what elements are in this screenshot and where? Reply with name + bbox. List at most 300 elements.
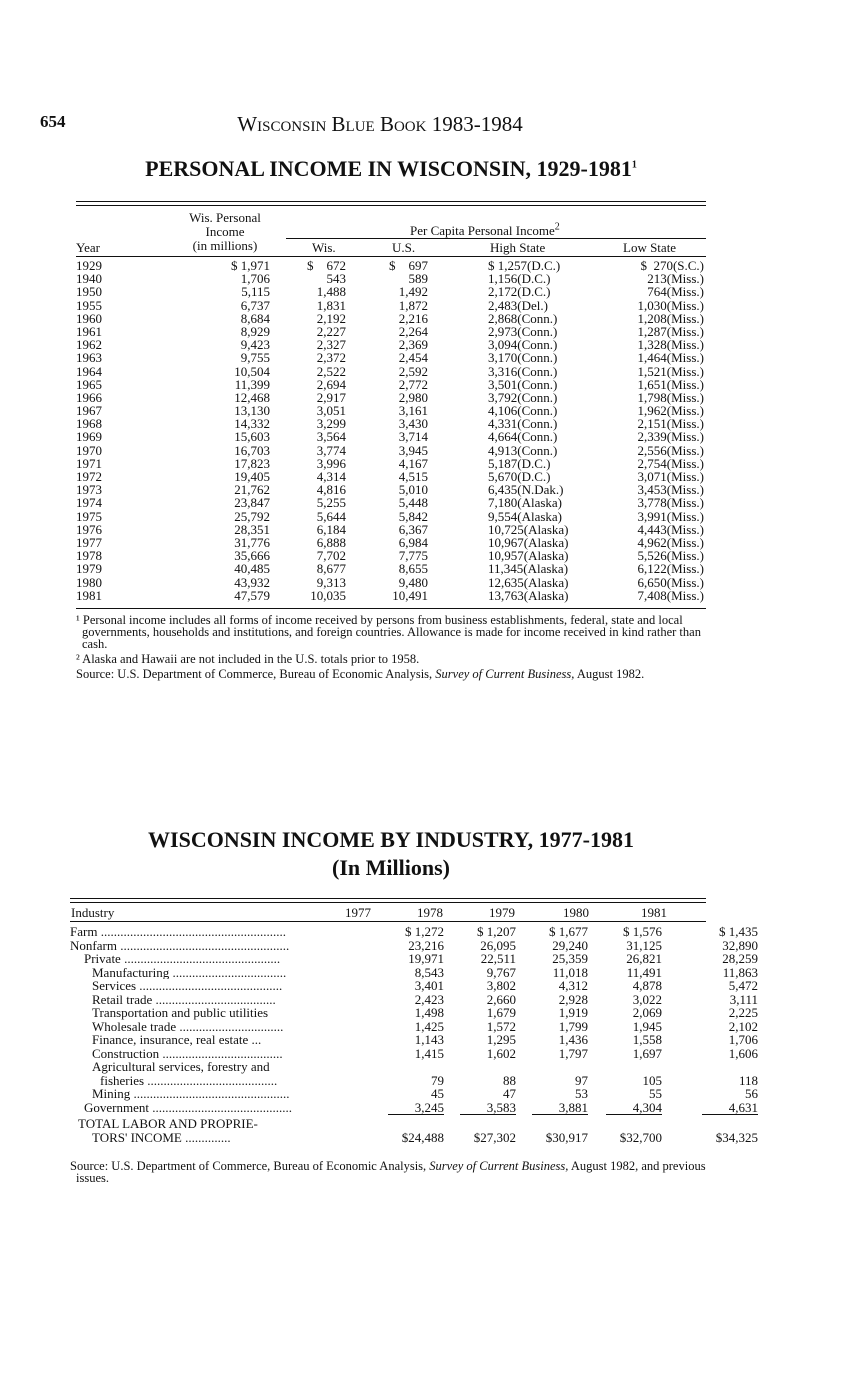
footnote-1: ¹ Personal income includes all forms of income received by persons from business establishments, federal, state and local governments, households and institutions, and foreign countries. Allowance is made for income received in kind rather than cash. — [76, 613, 701, 651]
table2-row-label-text: Manufacturing — [92, 965, 170, 979]
table1-cell-us: 5,448 — [398, 495, 428, 511]
table2-row — [70, 964, 758, 980]
table1-cell-us: 3,430 — [398, 416, 428, 432]
table2-cell-1980: 26,821 — [626, 951, 662, 966]
table2-row-label-text: Wholesale trade — [92, 1019, 177, 1033]
table2-header-year: 1981 — [641, 905, 667, 920]
table1-cell-year: 1955 — [76, 297, 102, 313]
table2-title — [76, 826, 706, 882]
table1-cell-wis: $ 672 — [307, 258, 346, 273]
table1-cell-us: 2,772 — [398, 376, 428, 392]
table1-cell-high-state: 5,670(D.C.) — [488, 469, 551, 484]
table1-cell-low-state: 3,071(Miss.) — [637, 469, 704, 484]
table1-cell-year: 1963 — [76, 350, 102, 366]
table2-cell-1978: 9,767 — [486, 964, 516, 980]
table1-cell-year: 1970 — [76, 442, 102, 458]
table2-source-prefix: Source: U.S. Department of Commerce, Bureau of Economic Analysis, — [70, 1159, 430, 1173]
table1-header-low-state: Low State — [623, 240, 677, 255]
table1-row — [76, 536, 706, 549]
table1-cell-personal-income: 21,762 — [234, 482, 270, 498]
table1-cell-high-state: 3,501(Conn.) — [488, 376, 558, 392]
table1-row — [76, 457, 706, 470]
table1-cell-wis: 1,831 — [316, 297, 346, 313]
table2-row — [70, 1032, 758, 1047]
table2-cell-1980: 4,878 — [632, 978, 662, 993]
table1-cell-personal-income: 14,332 — [234, 416, 270, 432]
table2-cell-1977: 45 — [431, 1086, 444, 1101]
table2-row — [70, 1018, 758, 1034]
table2-title-line2: (In Millions) — [332, 855, 450, 880]
table2-source-suffix: August 1982, and previous issues. — [76, 1159, 706, 1185]
book-title: Wisconsin Blue Book 1983-1984 — [237, 112, 523, 136]
table2-cell-1977: 23,216 — [408, 937, 444, 953]
table2-cell-1981: 11,863 — [722, 964, 758, 980]
table1-cell-high-state: 3,316(Conn.) — [488, 363, 558, 379]
table2-cell-1979: 1,797 — [558, 1045, 588, 1061]
table1-cell-wis: 2,917 — [316, 389, 346, 405]
table1-row — [76, 272, 706, 285]
table1-cell-high-state: 6,435(N.Dak.) — [488, 482, 564, 498]
leader-dots: ............................................ — [136, 979, 283, 993]
table1-source-journal: Survey of Current Business, — [435, 667, 575, 681]
table1-cell-us: 2,454 — [398, 350, 428, 366]
table1-cell-high-state: 2,172(D.C.) — [488, 284, 551, 300]
table2-row-label-text: fisheries — [100, 1073, 145, 1087]
table1-cell-high-state: 3,170(Conn.) — [488, 350, 558, 366]
table1-cell-us: $ 697 — [389, 258, 428, 273]
table1-row — [76, 470, 706, 483]
table1-cell-high-state: 10,967(Alaska) — [488, 534, 569, 550]
table1-header-personal-income — [180, 211, 270, 253]
table1-source-suffix: August 1982. — [574, 667, 645, 681]
table1-cell-low-state: 1,798(Miss.) — [637, 389, 704, 405]
table2-cell-1979: $ 1,677 — [549, 924, 588, 939]
table1-cell-high-state: 10,957(Alaska) — [488, 548, 569, 564]
table1-cell-year: 1968 — [76, 416, 102, 432]
table2-row — [70, 991, 758, 1007]
table2-row-label-text: Finance, insurance, real estate — [92, 1033, 249, 1047]
table1-cell-low-state: 3,778(Miss.) — [637, 495, 704, 511]
table2-row-label — [84, 1101, 306, 1115]
table2-cell-1977: $ 1,272 — [405, 924, 444, 939]
table1-cell-year: 1974 — [76, 495, 102, 511]
table1-cell-personal-income: 19,405 — [234, 469, 270, 484]
table1-cell-personal-income: 9,755 — [240, 350, 270, 366]
table1-cell-wis: 1,488 — [316, 284, 346, 300]
table2-header-year: 1978 — [417, 905, 443, 920]
table1-cell-low-state: 213(Miss.) — [647, 271, 704, 287]
table1-cell-us: 6,367 — [398, 521, 428, 537]
leader-dots: ................................ — [176, 1019, 284, 1033]
table1-cell-low-state: 1,030(Miss.) — [637, 297, 704, 313]
page-number: 654 — [40, 112, 66, 131]
table1-header-pi-line3: (in millions) — [192, 238, 258, 253]
table1-header-high-state: High State — [490, 240, 546, 255]
table2-cell-1980: 1,945 — [632, 1018, 662, 1034]
table1-header-pi-line1: Wis. Personal — [189, 210, 261, 225]
table2-cell-1979: 25,359 — [552, 951, 588, 966]
table1-row — [76, 562, 706, 575]
table1-cell-year: 1961 — [76, 323, 102, 339]
table2-title-line1: WISCONSIN INCOME BY INDUSTRY, 1977-1981 — [148, 827, 634, 852]
table1-cell-low-state: 6,650(Miss.) — [637, 574, 704, 590]
table1-row — [76, 483, 706, 496]
table2-cell-1980: 55 — [649, 1086, 662, 1101]
leader-dots: ................................................ — [120, 952, 281, 966]
table1-header-per-capita-label: Per Capita Personal Income — [410, 223, 555, 238]
table1-cell-personal-income: $ 1,971 — [231, 258, 270, 273]
table2-cell-1979: 1,799 — [558, 1018, 588, 1034]
table2-row-label-text: Nonfarm — [70, 938, 117, 952]
table1-cell-personal-income: 43,932 — [234, 574, 270, 590]
table2-cell-1981: 3,111 — [729, 991, 758, 1007]
table1-cell-low-state: 1,328(Miss.) — [637, 337, 704, 353]
table1-cell-year: 1977 — [76, 534, 102, 550]
table1-cell-low-state: 4,443(Miss.) — [637, 521, 704, 537]
table2-cell-1977: 1,425 — [414, 1018, 444, 1034]
leader-dots: ........................................... — [148, 1100, 292, 1114]
table2-header-year: 1980 — [563, 905, 589, 920]
table2-cell-1980: 31,125 — [626, 937, 662, 953]
table2-total-1980: $32,700 — [619, 1129, 662, 1145]
table1-cell-low-state: 3,453(Miss.) — [637, 482, 704, 498]
table1-cell-year: 1979 — [76, 561, 102, 577]
leader-dots: ................................................ — [130, 1087, 290, 1101]
table2-row-label — [92, 1060, 306, 1074]
table1-cell-personal-income: 11,399 — [234, 376, 270, 392]
table2-row-label-text: Transportation and public utilities — [92, 1006, 269, 1020]
table2-header-year: 1979 — [489, 905, 515, 920]
table2-cell-1977: 19,971 — [408, 951, 444, 966]
table1-cell-wis: 543 — [326, 271, 346, 287]
table1-cell-wis: 10,035 — [310, 587, 346, 603]
table2-row-label — [70, 939, 306, 953]
table2-top-rule — [70, 898, 706, 899]
table1-title-footnote: 1 — [631, 159, 637, 171]
table1-cell-wis: 2,522 — [316, 363, 346, 379]
table1-cell-year: 1965 — [76, 376, 102, 392]
table2-total-row-label-line1 — [70, 1117, 706, 1131]
table1-cell-year: 1972 — [76, 469, 102, 484]
table1-cell-low-state: 1,208(Miss.) — [637, 310, 704, 326]
table1-cell-low-state: 1,651(Miss.) — [637, 376, 704, 392]
table1-cell-high-state: 7,180(Alaska) — [488, 495, 563, 511]
table1-bottom-rule — [76, 608, 706, 609]
table2-row-label — [70, 925, 306, 939]
table2-cell-1981: 2,225 — [728, 1005, 758, 1020]
table1-cell-personal-income: 10,504 — [234, 363, 270, 379]
table1-cell-us: 2,980 — [398, 389, 428, 405]
table2-row — [70, 937, 758, 953]
table2-row — [70, 951, 758, 966]
table1-cell-wis: 5,644 — [316, 508, 346, 524]
table2-cell-1981: 32,890 — [722, 937, 758, 953]
table1-row — [76, 404, 706, 417]
footnote-2: ² Alaska and Hawaii are not included in the U.S. totals prior to 1958. — [76, 652, 420, 666]
table2-row-label — [92, 966, 306, 980]
table1-cell-personal-income: 23,847 — [234, 495, 270, 511]
table2-cell-1981: 4,631 — [702, 1101, 758, 1116]
table1-cell-low-state: 1,464(Miss.) — [637, 350, 704, 366]
table2-cell-1977: 1,498 — [414, 1005, 444, 1020]
table1-cell-wis: 2,694 — [316, 376, 346, 392]
table1-cell-low-state: 3,991(Miss.) — [637, 508, 704, 524]
table1-cell-wis: 6,888 — [316, 534, 346, 550]
table1-cell-high-state: 3,094(Conn.) — [488, 337, 558, 353]
table2-cell-1978: 1,679 — [486, 1005, 516, 1020]
table2-cell-1978: 3,583 — [460, 1101, 516, 1116]
table2-row — [70, 1045, 758, 1061]
table2-row — [70, 1060, 706, 1074]
table2-header-year: 1977 — [345, 905, 371, 920]
table1-cell-high-state: 1,156(D.C.) — [488, 271, 551, 287]
table1-row — [76, 259, 706, 272]
table2-total-label-2 — [92, 1131, 306, 1145]
table1-cell-wis: 3,564 — [316, 429, 346, 445]
table2-row-label — [92, 979, 306, 993]
table2-cell-1980: 1,697 — [632, 1045, 662, 1061]
table1-cell-low-state: 1,521(Miss.) — [637, 363, 704, 379]
table2-row-label — [92, 1006, 306, 1020]
table1-cell-personal-income: 35,666 — [234, 548, 270, 564]
table1-cell-us: 9,480 — [398, 574, 428, 590]
table2-row — [70, 978, 758, 993]
table1-cell-low-state: 2,556(Miss.) — [637, 442, 704, 458]
table1-cell-personal-income: 9,423 — [240, 337, 270, 353]
table1-row — [76, 417, 706, 430]
table1-cell-high-state: 3,792(Conn.) — [488, 389, 558, 405]
table1-cell-year: 1981 — [76, 587, 102, 603]
table1-cell-personal-income: 8,684 — [240, 310, 270, 326]
table2-cell-1979: 1,436 — [558, 1032, 588, 1047]
table1-cell-high-state: 11,345(Alaska) — [488, 561, 569, 577]
table1-cell-high-state: 4,913(Conn.) — [488, 442, 558, 458]
page-header — [40, 112, 720, 138]
table2-row — [70, 1072, 758, 1088]
table1-cell-us: 4,167 — [398, 455, 428, 471]
table2-header-rule — [70, 921, 706, 922]
table1-cell-wis: 3,051 — [316, 403, 346, 419]
table1-cell-year: 1971 — [76, 455, 102, 471]
table2-body — [70, 924, 758, 1145]
table1-cell-us: 4,515 — [398, 469, 428, 484]
table1-cell-high-state: 9,554(Alaska) — [488, 508, 563, 524]
table1-cell-us: 1,872 — [398, 297, 428, 313]
table1-row — [76, 338, 706, 351]
table1-row — [76, 378, 706, 391]
table2-cell-1978: 3,802 — [486, 978, 516, 993]
table2-cell-1981: 118 — [738, 1072, 758, 1088]
table1-header-wis: Wis. — [312, 240, 336, 255]
table1-row — [76, 365, 706, 378]
table1-row — [76, 312, 706, 325]
table2-cell-1980: 105 — [642, 1072, 662, 1088]
table2-cell-1979: 97 — [575, 1072, 588, 1088]
table2-row-label — [92, 993, 306, 1007]
table1-footnotes — [76, 614, 706, 680]
table1-cell-low-state: $ 270(S.C.) — [640, 258, 704, 273]
table1-cell-us: 5,010 — [398, 482, 428, 498]
table2-cell-1977: 1,143 — [414, 1032, 444, 1047]
table2-cell-1978: 2,660 — [486, 991, 516, 1007]
table1-cell-high-state: 4,664(Conn.) — [488, 429, 558, 445]
table1-cell-personal-income: 15,603 — [234, 429, 270, 445]
table1-cell-wis: 5,255 — [316, 495, 346, 511]
table2-cell-1978: 26,095 — [480, 937, 516, 953]
table1-cell-personal-income: 40,485 — [234, 561, 270, 577]
table2-cell-1980: 3,022 — [632, 991, 662, 1007]
table1-cell-personal-income: 5,115 — [241, 284, 270, 300]
table2-cell-1981: 56 — [745, 1086, 758, 1101]
table1-cell-year: 1960 — [76, 310, 102, 326]
leader-dots: .................................................... — [116, 938, 290, 952]
table2-row-label-text: Construction — [92, 1046, 160, 1060]
table2-row-label-text: Services — [92, 979, 137, 993]
table1-cell-low-state: 2,339(Miss.) — [637, 429, 704, 445]
table1-cell-low-state: 5,526(Miss.) — [637, 548, 704, 564]
table1-cell-high-state: 5,187(D.C.) — [488, 455, 551, 471]
table1-cell-high-state: $ 1,257(D.C.) — [488, 258, 561, 273]
table1-cell-high-state: 2,973(Conn.) — [488, 323, 558, 339]
table1-cell-personal-income: 28,351 — [234, 521, 270, 537]
table1-cell-us: 2,216 — [398, 310, 428, 326]
table1-row — [76, 325, 706, 338]
table1-cell-us: 6,984 — [398, 534, 428, 550]
table2-cell-1981: 5,472 — [728, 978, 758, 993]
table2-cell-1977: 79 — [431, 1072, 444, 1088]
table2-total-1977: $24,488 — [401, 1129, 444, 1145]
table1-row — [76, 444, 706, 457]
table1-cell-wis: 2,372 — [316, 350, 346, 366]
table2-cell-1980: $ 1,576 — [623, 924, 662, 939]
table1-row — [76, 430, 706, 443]
table1-cell-wis: 2,327 — [316, 337, 346, 353]
table2-row-label-text: Agricultural services, forestry and — [92, 1060, 270, 1074]
table2-total-row — [70, 1129, 758, 1145]
table1-cell-personal-income: 8,929 — [240, 323, 270, 339]
leader-dots: ... — [248, 1033, 262, 1047]
table1-cell-high-state: 13,763(Alaska) — [488, 587, 569, 603]
table1-cell-low-state: 4,962(Miss.) — [637, 534, 704, 550]
table1-cell-us: 2,592 — [398, 363, 428, 379]
table1-cell-year: 1966 — [76, 389, 102, 405]
table2-row — [70, 924, 758, 939]
table2-cell-1977: 3,245 — [388, 1101, 444, 1116]
table2-row-label — [100, 1074, 306, 1088]
table1-cell-high-state: 2,868(Conn.) — [488, 310, 558, 326]
table2-total-1978: $27,302 — [473, 1129, 516, 1145]
table1-row — [76, 510, 706, 523]
table2-cell-1979: 29,240 — [552, 937, 588, 953]
table2-cell-1980: 2,069 — [632, 1005, 662, 1020]
table2-cell-1978: $ 1,207 — [477, 924, 516, 939]
table2-cell-1980: 4,304 — [606, 1101, 662, 1116]
table1-cell-year: 1975 — [76, 508, 102, 524]
table1-header-us: U.S. — [392, 240, 416, 255]
leader-dots: ..................................... — [152, 992, 276, 1006]
table1-cell-us: 3,714 — [398, 429, 428, 445]
table1-source — [76, 668, 706, 680]
table1-cell-high-state: 12,635(Alaska) — [488, 574, 569, 590]
table2-row-label-text: Farm — [70, 925, 98, 939]
table2-cell-1981: 1,706 — [728, 1032, 758, 1047]
table2-row-label-text: Retail trade — [92, 992, 153, 1006]
table2-cell-1980: 11,491 — [626, 964, 662, 980]
table1-cell-wis: 3,774 — [316, 442, 346, 458]
table1-cell-low-state: 1,287(Miss.) — [637, 323, 704, 339]
table1-cell-wis: 4,314 — [316, 469, 346, 484]
table1-cell-wis: 7,702 — [316, 548, 346, 564]
table1-cell-wis: 3,996 — [316, 455, 346, 471]
table1-row — [76, 549, 706, 562]
table1-cell-us: 8,655 — [398, 561, 428, 577]
table1-row — [76, 589, 706, 602]
table1-cell-year: 1940 — [76, 271, 102, 287]
table1-cell-wis: 2,227 — [316, 323, 346, 339]
table2-cell-1978: 1,295 — [486, 1032, 516, 1047]
leader-dots: ................................... — [169, 965, 287, 979]
table1-title — [76, 156, 706, 182]
table1-cell-us: 3,945 — [398, 442, 428, 458]
table1-cell-personal-income: 31,776 — [234, 534, 270, 550]
table1-cell-personal-income: 17,823 — [234, 455, 270, 471]
table1-header-per-capita — [410, 223, 560, 239]
table1-cell-year: 1978 — [76, 548, 102, 564]
table2-row — [70, 1086, 758, 1101]
table2-total-label-1: TOTAL LABOR AND PROPRIE- — [78, 1116, 258, 1131]
table2-row-label — [92, 1047, 306, 1061]
leader-dots: ........................................ — [144, 1073, 278, 1087]
table1-row — [76, 576, 706, 589]
table2-cell-1981: 1,606 — [728, 1045, 758, 1061]
table1-cell-personal-income: 1,706 — [240, 271, 270, 287]
table1-cell-wis: 6,184 — [316, 521, 346, 537]
table1-cell-year: 1976 — [76, 521, 102, 537]
table2-row-label — [92, 1087, 306, 1101]
table1-cell-wis: 8,677 — [316, 561, 346, 577]
table2-row — [70, 1099, 758, 1115]
table1-cell-us: 1,492 — [398, 284, 428, 300]
table1-cell-year: 1929 — [76, 258, 102, 273]
table2-cell-1977: 8,543 — [414, 964, 444, 980]
table2-cell-1977: 1,415 — [414, 1045, 444, 1061]
table1-cell-low-state: 2,151(Miss.) — [637, 416, 704, 432]
table1-cell-low-state: 764(Miss.) — [647, 284, 704, 300]
table1-per-capita-rule — [286, 238, 706, 239]
table1-cell-us: 3,161 — [398, 403, 428, 419]
table1-cell-high-state: 4,106(Conn.) — [488, 403, 558, 419]
table1-cell-personal-income: 47,579 — [234, 587, 270, 603]
table2-cell-1980: 1,558 — [632, 1032, 662, 1047]
table1-body — [76, 259, 706, 602]
table1-row — [76, 351, 706, 364]
table2-row-label — [92, 1033, 306, 1047]
table2-cell-1981: $ 1,435 — [719, 924, 758, 939]
table1-cell-high-state: 2,483(Del.) — [488, 297, 548, 313]
table1-cell-us: 7,775 — [398, 548, 428, 564]
table1-cell-year: 1964 — [76, 363, 102, 379]
table2-cell-1978: 88 — [503, 1072, 516, 1088]
table1-row — [76, 523, 706, 536]
table1-cell-personal-income: 12,468 — [234, 389, 270, 405]
table2-source-journal: Survey of Current Business, — [429, 1159, 569, 1173]
table2-cell-1977: 3,401 — [414, 978, 444, 993]
table2-cell-1979: 2,928 — [558, 991, 588, 1007]
table1-cell-year: 1967 — [76, 403, 102, 419]
table1-cell-year: 1969 — [76, 429, 102, 445]
table2-cell-1979: 1,919 — [558, 1005, 588, 1020]
table2-row — [70, 1005, 758, 1020]
